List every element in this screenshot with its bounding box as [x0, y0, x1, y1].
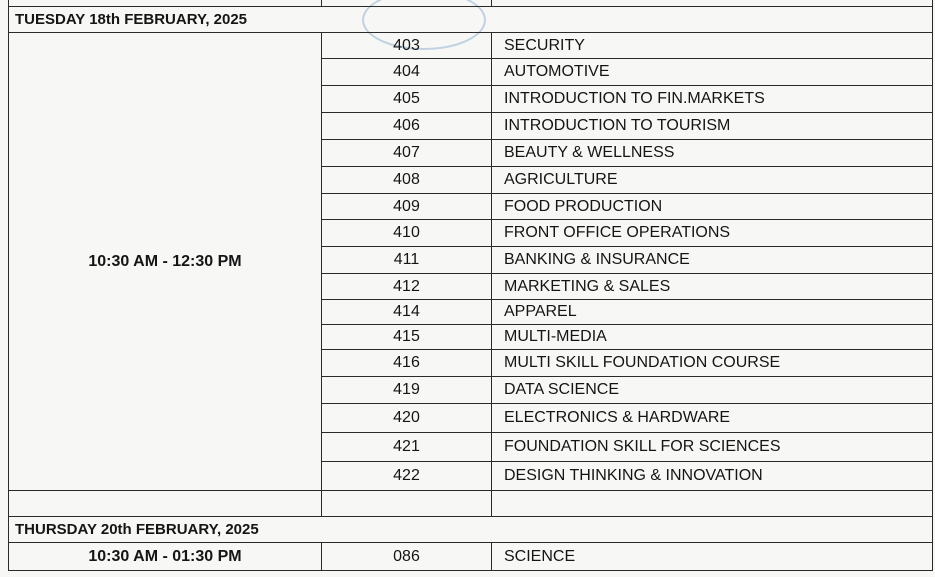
- subject-code: 414: [322, 300, 492, 325]
- subject-name: ELECTRONICS & HARDWARE: [492, 404, 933, 433]
- subject-code: 422: [322, 462, 492, 491]
- subject-name: SECURITY: [492, 33, 933, 59]
- subject-code: 407: [322, 140, 492, 167]
- subject-code: 410: [322, 220, 492, 247]
- subject-code: 408: [322, 167, 492, 194]
- subject-name: AUTOMOTIVE: [492, 59, 933, 86]
- subject-name: AGRICULTURE: [492, 167, 933, 194]
- subject-code: 420: [322, 404, 492, 433]
- subject-name: FOUNDATION SKILL FOR SCIENCES: [492, 433, 933, 462]
- subject-name: SCIENCE: [492, 543, 933, 571]
- table-row: [9, 33, 933, 59]
- subject-code: 403: [322, 33, 492, 59]
- table-row: [9, 543, 933, 571]
- date-row: [9, 7, 933, 33]
- subject-name: FRONT OFFICE OPERATIONS: [492, 220, 933, 247]
- subject-code: 419: [322, 377, 492, 404]
- exam-schedule-table: [8, 0, 933, 571]
- subject-name: DESIGN THINKING & INNOVATION: [492, 462, 933, 491]
- subject-name: BEAUTY & WELLNESS: [492, 140, 933, 167]
- exam-time: 10:30 AM - 12:30 PM: [9, 33, 322, 491]
- subject-code: 421: [322, 433, 492, 462]
- subject-name: FOOD PRODUCTION: [492, 194, 933, 220]
- exam-date: TUESDAY 18th FEBRUARY, 2025: [9, 7, 933, 33]
- subject-name: DATA SCIENCE: [492, 377, 933, 404]
- subject-code: 409: [322, 194, 492, 220]
- subject-name: INTRODUCTION TO TOURISM: [492, 113, 933, 140]
- subject-code: 411: [322, 247, 492, 274]
- subject-name: MULTI-MEDIA: [492, 325, 933, 350]
- table-row: [9, 491, 933, 517]
- subject-code: 406: [322, 113, 492, 140]
- subject-code: 416: [322, 350, 492, 377]
- subject-name: INTRODUCTION TO FIN.MARKETS: [492, 86, 933, 113]
- subject-code: 404: [322, 59, 492, 86]
- subject-code: 405: [322, 86, 492, 113]
- subject-code: 412: [322, 274, 492, 300]
- subject-name: BANKING & INSURANCE: [492, 247, 933, 274]
- exam-time: 10:30 AM - 01:30 PM: [9, 543, 322, 571]
- subject-name: MULTI SKILL FOUNDATION COURSE: [492, 350, 933, 377]
- subject-name: APPAREL: [492, 300, 933, 325]
- subject-name: MARKETING & SALES: [492, 274, 933, 300]
- exam-date: THURSDAY 20th FEBRUARY, 2025: [9, 517, 933, 543]
- subject-code: 086: [322, 543, 492, 571]
- date-row: [9, 517, 933, 543]
- subject-code: 415: [322, 325, 492, 350]
